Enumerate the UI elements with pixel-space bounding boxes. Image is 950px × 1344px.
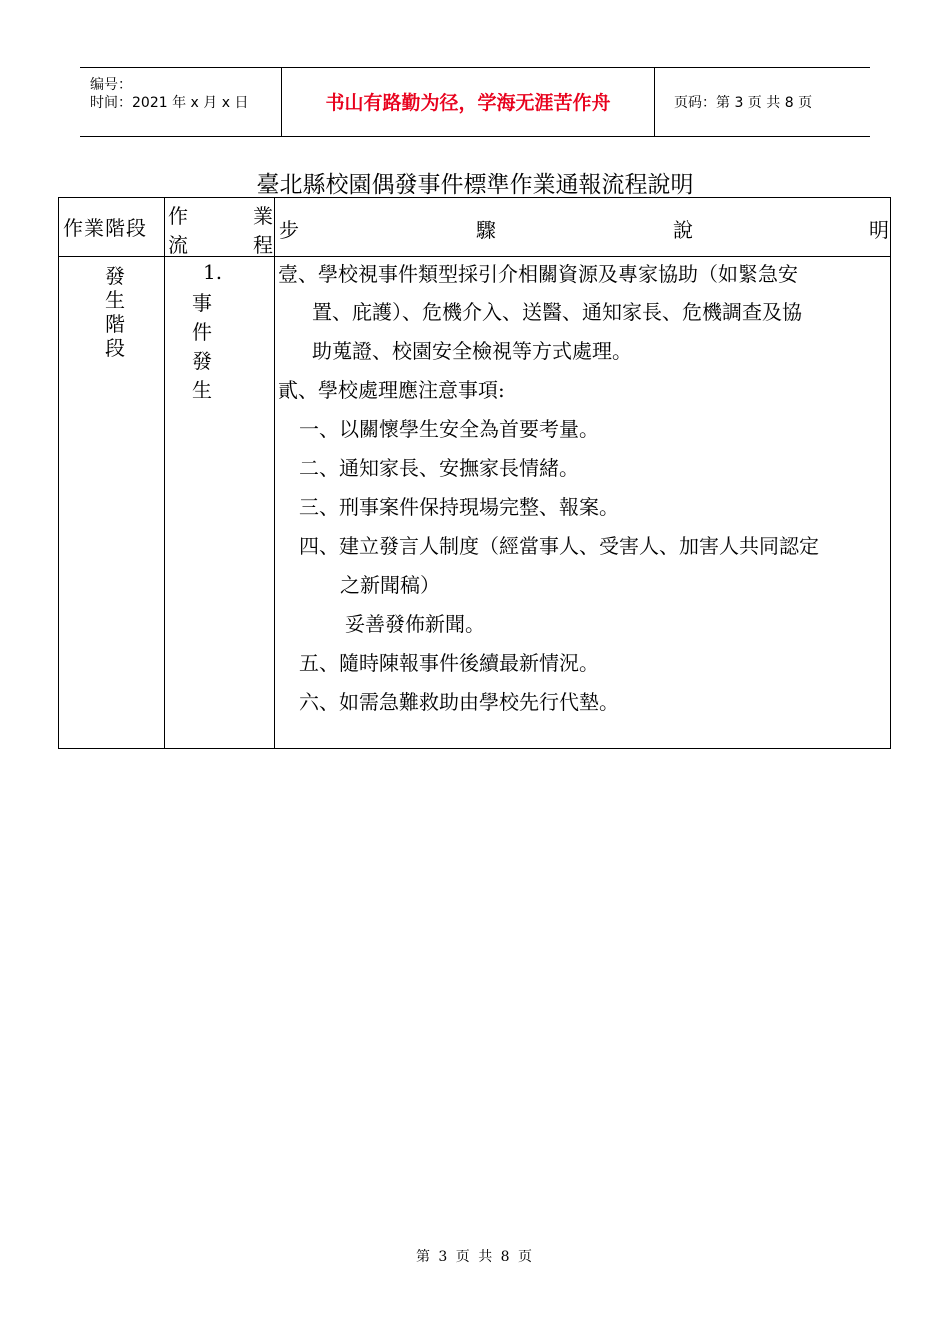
col-header-flow-char: 業 — [253, 204, 273, 228]
step-line: 貳、學校處理應注意事項: — [278, 378, 505, 402]
step-line: 二、通知家長、安撫家長情緒。 — [299, 456, 579, 480]
col-header-flow-char: 程 — [253, 233, 273, 257]
step-line: 置、庇護）、危機介入、送醫、通知家長、危機調查及協 — [312, 300, 802, 324]
col-header-steps-char: 說 — [673, 218, 693, 242]
flow-char: 事 — [192, 291, 212, 315]
step-line: 四、建立發言人制度（經當事人、受害人、加害人共同認定 — [299, 534, 819, 558]
serial-label: 编号： — [90, 77, 132, 93]
step-line: 五、隨時陳報事件後續最新情況。 — [299, 651, 599, 675]
stage-char: 階 — [105, 312, 125, 336]
step-line: 壹、學校視事件類型採引介相關資源及專家協助（如緊急安 — [278, 262, 798, 286]
col-header-flow-char: 流 — [168, 233, 188, 257]
col-header-flow-char: 作 — [168, 204, 188, 228]
page-header — [80, 67, 870, 137]
column-divider — [274, 198, 275, 748]
step-line: 妥善發佈新聞。 — [345, 612, 485, 636]
col-header-steps-char: 步 — [279, 218, 299, 242]
step-line: 之新聞稿） — [340, 573, 440, 597]
page-info-text: 页码：第 3 页 共 8 页 — [674, 95, 813, 111]
step-line: 三、刑事案件保持現場完整、報案。 — [299, 495, 619, 519]
flow-step-number: 1. — [203, 260, 223, 284]
col-header-steps-char: 驟 — [476, 218, 496, 242]
time-label: 时间：2021 年 x 月 x 日 — [90, 95, 249, 111]
stage-char: 發 — [105, 264, 125, 288]
stage-char: 段 — [105, 336, 125, 360]
page-footer: 第 3 页 共 8 页 — [415, 1249, 535, 1265]
header-motto: 书山有路勤为径，学海无涯苦作舟 — [281, 68, 655, 136]
flow-char: 生 — [192, 378, 212, 402]
step-line: 助蒐證、校園安全檢視等方式處理。 — [312, 339, 632, 363]
col-header-steps-char: 明 — [869, 218, 889, 242]
header-page-info — [664, 68, 870, 136]
stage-char: 生 — [105, 288, 125, 312]
step-line: 六、如需急難救助由學校先行代墊。 — [299, 690, 619, 714]
step-line: 一、以關懷學生安全為首要考量。 — [299, 417, 599, 441]
header-meta — [80, 68, 280, 136]
flow-char: 發 — [192, 349, 212, 373]
procedure-table — [58, 197, 891, 749]
document-title: 臺北縣校園偶發事件標準作業通報流程說明 — [256, 172, 694, 198]
col-header-stage: 作業階段 — [63, 216, 147, 240]
column-divider — [164, 198, 165, 748]
flow-char: 件 — [192, 320, 212, 344]
stage-label — [103, 264, 127, 360]
